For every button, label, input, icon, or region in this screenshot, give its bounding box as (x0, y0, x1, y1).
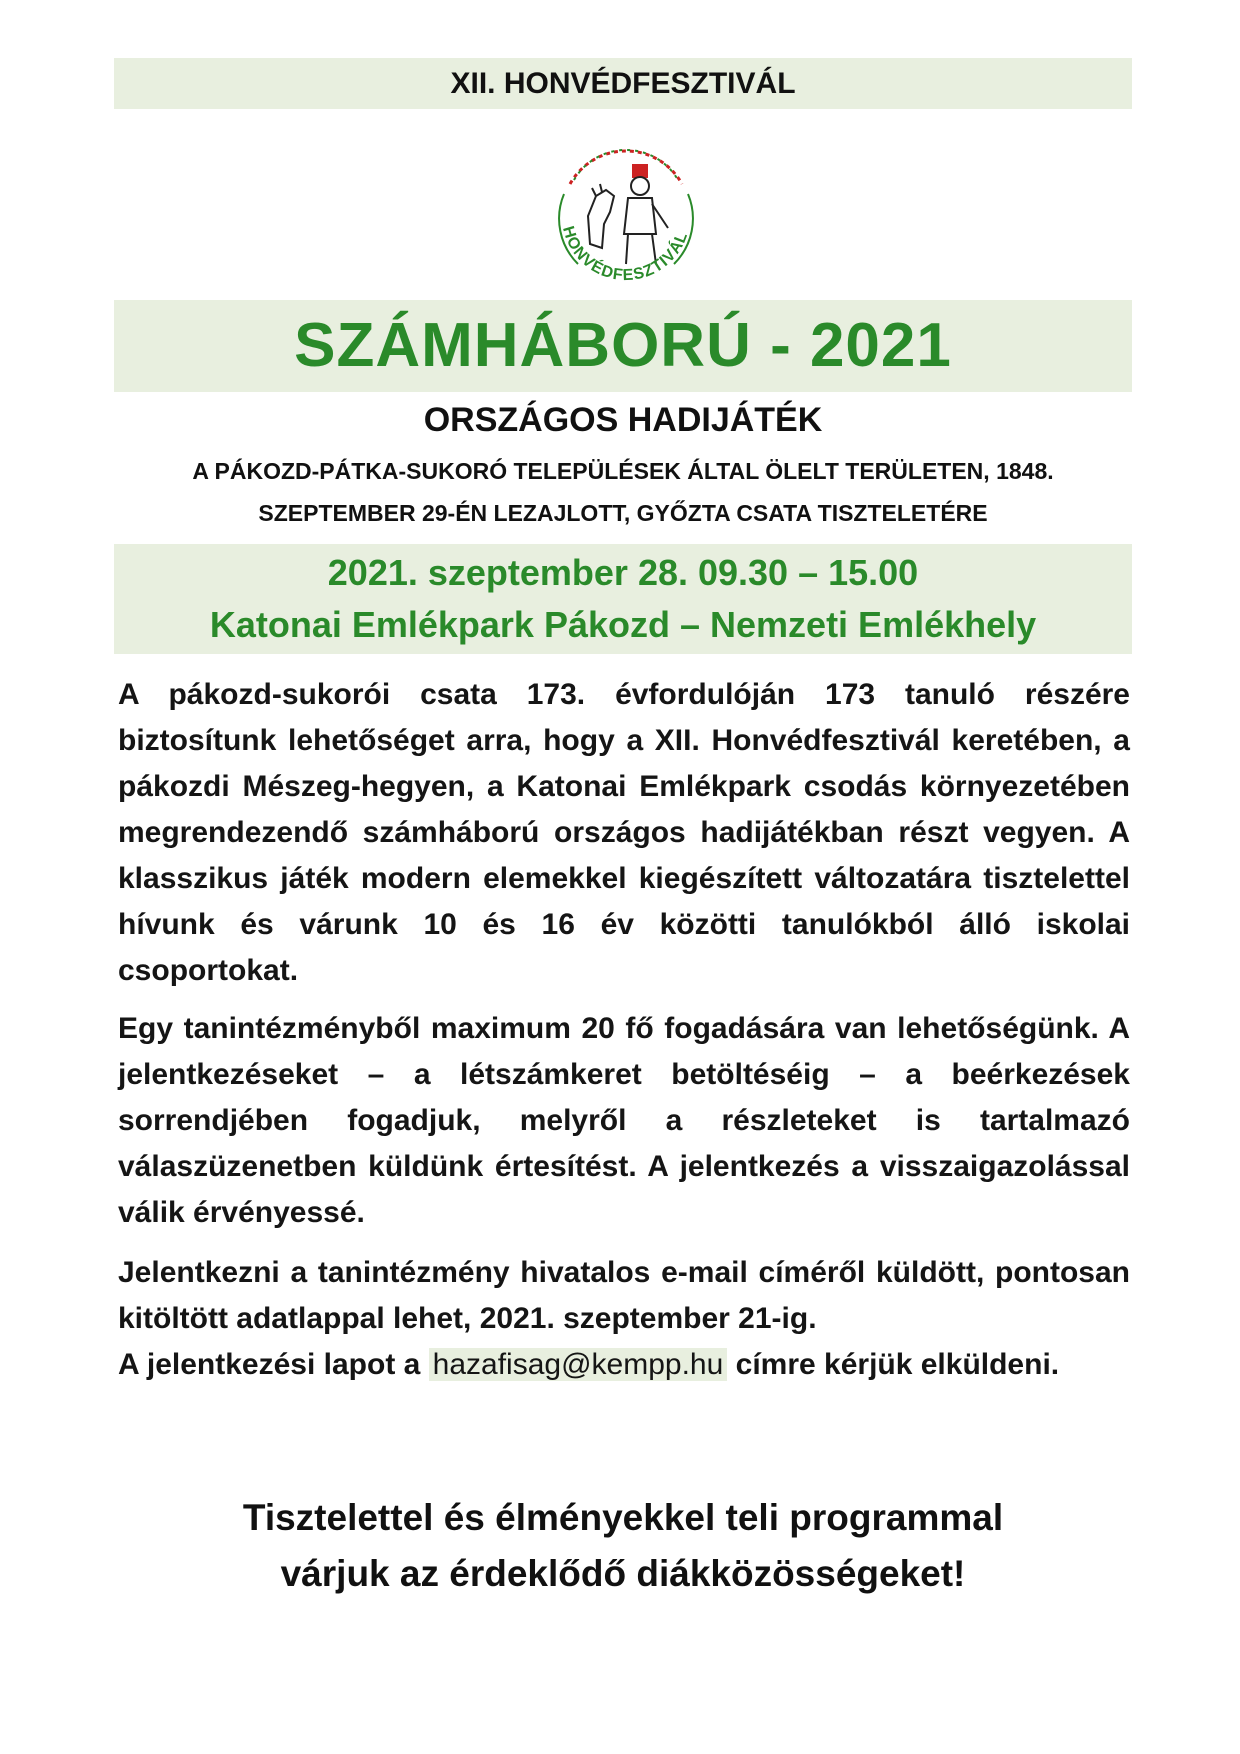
closing-message (114, 1490, 1132, 1602)
event-date-time: 2021. szeptember 28. 09.30 – 15.00 (327, 552, 919, 593)
application-deadline-text: Jelentkezni a tanintézmény hivatalos e-mail címéről küldött, pontosan kitöltött adatlappal lehet, 2021. szeptember 21-ig. (118, 1256, 1130, 1335)
subtitle-details (114, 450, 1132, 534)
subtitle-line-2: SZEPTEMBER 29-ÉN LEZAJLOTT, GYŐZTA CSATA TISZTELETÉRE (258, 500, 988, 526)
event-info-band (114, 544, 1132, 654)
page-title: SZÁMHÁBORÚ - 2021 (114, 300, 1132, 392)
hussar-rider-logo-icon (540, 124, 712, 296)
closing-line-1: Tisztelettel és élményekkel teli programmal (242, 1497, 1004, 1538)
email-text-before: A jelentkezési lapot a (118, 1348, 429, 1381)
event-location: Katonai Emlékpark Pákozd – Nemzeti Emlékhely (209, 604, 1037, 645)
subtitle: ORSZÁGOS HADIJÁTÉK (423, 401, 823, 439)
festival-header: XII. HONVÉDFESZTIVÁL (114, 58, 1132, 109)
email-text-after: címre kérjük elküldeni. (727, 1348, 1060, 1381)
closing-line-2: várjuk az érdeklődő diákközösségeket! (280, 1553, 966, 1594)
email-link[interactable]: hazafisag@kempp.hu (429, 1348, 728, 1381)
svg-text:HONVÉDFESZTIVÁL: HONVÉDFESZTIVÁL (558, 224, 692, 285)
application-paragraph (118, 1250, 1130, 1388)
application-email-text (118, 1342, 1130, 1388)
capacity-paragraph: Egy tanintézményből maximum 20 fő fogadására van lehetőségünk. A jelentkezéseket – a létszámkeret betöltéséig – a beérkezések sorrendjében fogadjuk, melyről a részleteket is tartalmazó válaszüzenetben küldünk értesítést. A jelentkezés a visszaigazolással válik érvényessé. (118, 1012, 1130, 1229)
subtitle-line-1: A PÁKOZD-PÁTKA-SUKORÓ TELEPÜLÉSEK ÁLTAL ÖLELT TERÜLETEN, 1848. (192, 458, 1054, 484)
intro-paragraph: A pákozd-sukorói csata 173. évfordulóján 173 tanuló részére biztosítunk lehetőséget arra, hogy a XII. Honvédfesztivál keretében, a pákozdi Mészeg-hegyen, a Katonai Emlékpark csodás környezetében megrendezendő számháború országos hadijátékban részt vegyen. A klasszikus játék modern elemekkel kiegészített változatára tisztelettel hívunk és várunk 10 és 16 év közötti tanulókból álló iskolai csoportokat. (118, 678, 1130, 987)
